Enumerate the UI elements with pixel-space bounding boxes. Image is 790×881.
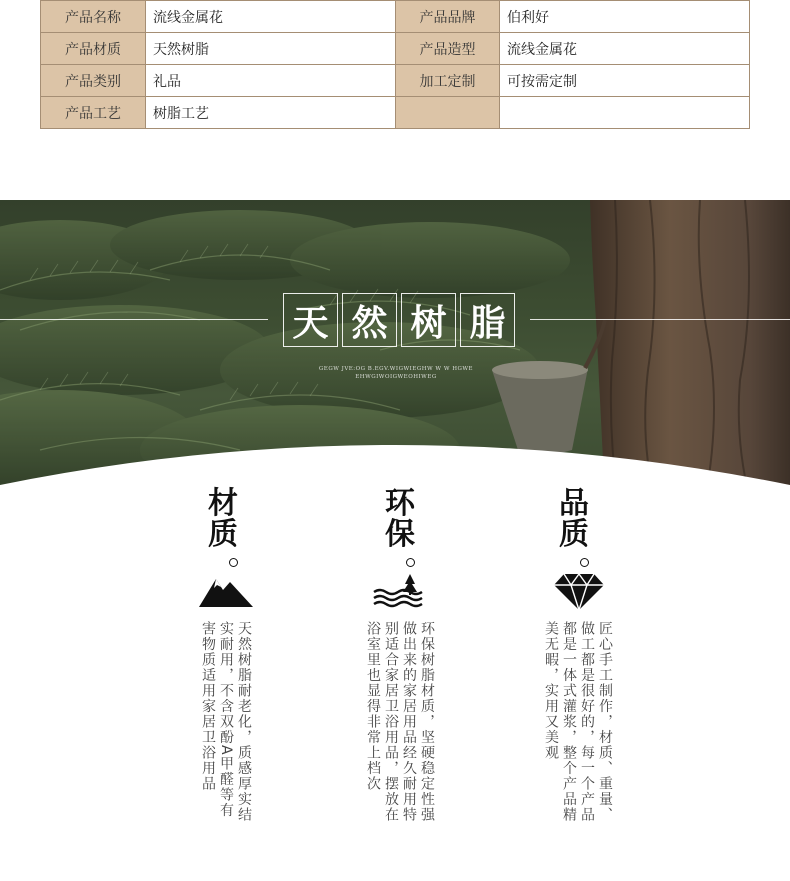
feature-title-text: 环保	[385, 486, 415, 552]
feature-title-text: 材质	[208, 486, 238, 552]
curve-divider	[0, 200, 790, 500]
spec-value	[500, 97, 750, 129]
circle-mark	[229, 558, 238, 567]
description-column: 都是一体式灌浆，整个产品精	[561, 621, 577, 823]
table-row	[41, 65, 750, 97]
description-column: 匠心手工制作，材质、重量、	[597, 621, 613, 823]
spec-label: 产品材质	[41, 33, 146, 65]
feature-description	[542, 621, 614, 831]
subtitle-line: EHWGIWOIGWEOHIWEG	[355, 374, 437, 380]
spec-label: 产品造型	[396, 33, 500, 65]
spec-value: 流线金属花	[146, 1, 396, 33]
table-row	[41, 97, 750, 129]
description-column: 浴室里也显得非常上档次	[365, 621, 381, 792]
description-column: 别适合家居卫浴用品，摆放在	[383, 621, 399, 823]
feature-title	[203, 488, 243, 550]
wave-tree-icon	[372, 572, 426, 608]
spec-label	[396, 97, 500, 129]
circle-mark	[406, 558, 415, 567]
description-column: 天然树脂耐老化，质感厚实结	[236, 621, 252, 823]
title-char: 然	[342, 293, 397, 347]
spec-label: 产品工艺	[41, 97, 146, 129]
feature-title-text: 品质	[559, 486, 589, 552]
feature-description	[364, 621, 436, 831]
description-column: 做工都是很好的，每一个产品	[579, 621, 595, 823]
spec-value: 伯利好	[500, 1, 750, 33]
description-column: 害物质适用家居卫浴用品	[200, 621, 216, 792]
title-char: 脂	[460, 293, 515, 347]
title-char: 树	[401, 293, 456, 347]
circle-mark	[580, 558, 589, 567]
spec-label: 加工定制	[396, 65, 500, 97]
spec-label: 产品品牌	[396, 1, 500, 33]
spec-value: 流线金属花	[500, 33, 750, 65]
description-column: 实耐用，不含双酚A甲醛等有	[218, 621, 234, 819]
spec-label: 产品类别	[41, 65, 146, 97]
product-spec-table	[40, 0, 750, 129]
spec-value: 可按需定制	[500, 65, 750, 97]
spec-value: 天然树脂	[146, 33, 396, 65]
feature-title	[554, 488, 594, 550]
spec-value: 树脂工艺	[146, 97, 396, 129]
spec-label: 产品名称	[41, 1, 146, 33]
mountain-icon	[199, 573, 253, 607]
subtitle-line: GEGW JVE:OG B.EGV.WIGWIEGHW W W HGWE	[318, 366, 474, 372]
resin-banner	[0, 200, 790, 500]
description-column: 做出来的家居用品经久耐用特	[401, 621, 417, 823]
table-row	[41, 33, 750, 65]
description-column: 美无暇，实用又美观	[543, 621, 559, 761]
description-column: 环保树脂材质，坚硬稳定性强	[419, 621, 435, 823]
table-row	[41, 1, 750, 33]
diamond-icon	[554, 574, 604, 610]
spec-value: 礼品	[146, 65, 396, 97]
title-char: 天	[283, 293, 338, 347]
feature-description	[199, 621, 253, 831]
feature-title	[380, 488, 420, 550]
